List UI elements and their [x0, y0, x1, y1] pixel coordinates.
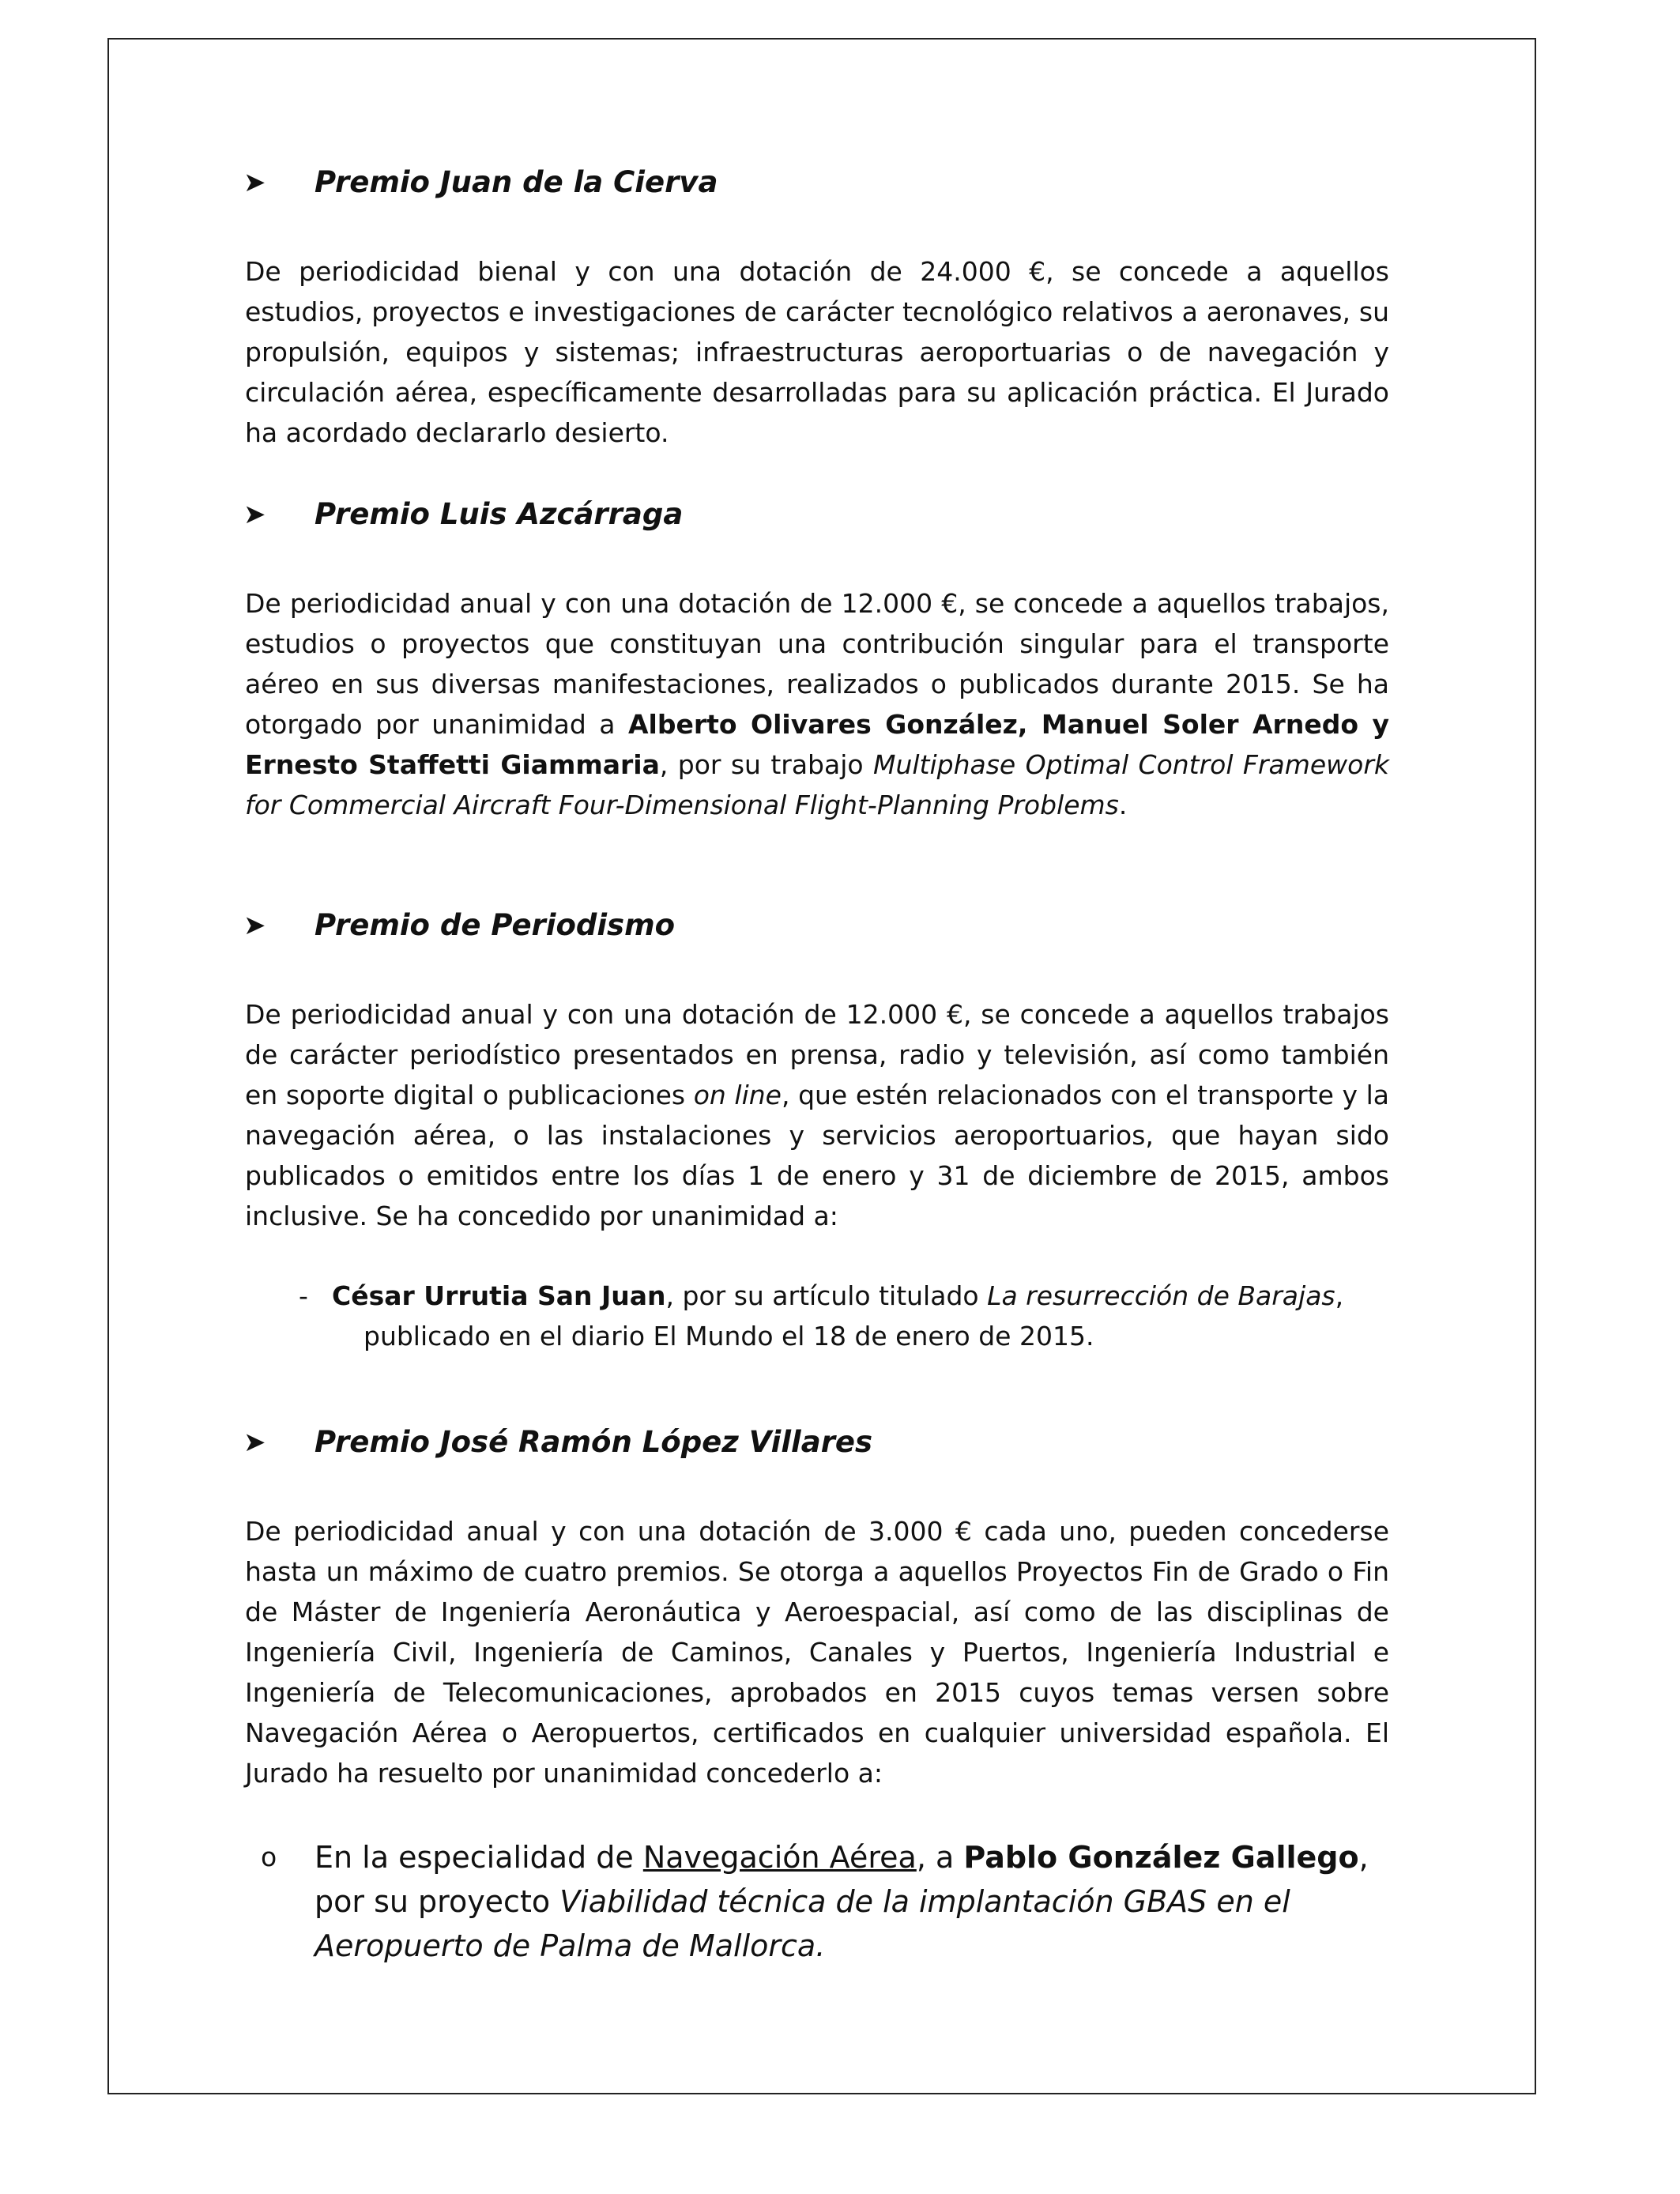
arrowhead-bullet-icon: ➤	[243, 167, 266, 198]
list-item-periodismo-winner: - César Urrutia San Juan, por su artículo titulado La resurrección de Barajas, publicado en el diario El Mundo el 18 de enero de 2015.	[308, 1276, 1389, 1356]
winner-name: Pablo González Gallego	[963, 1840, 1359, 1875]
section-paragraph-luis-azcarraga: De periodicidad anual y con una dotación de 12.000 €, se concede a aquellos trabajos, estudios o proyectos que constituyan una contribución singular para el transporte aéreo en sus diversas manifestaciones, realizados o publicados durante 2015. Se ha otorgado por unanimidad a Alberto Olivares González, Manuel Soler Arnedo y Ernesto Staffetti Giammaria, por su trabajo Multiphase Optimal Control Framework for Commercial Aircraft Four-Dimensional Flight-Planning Problems.	[245, 588, 1389, 820]
arrowhead-bullet-icon: ➤	[243, 910, 266, 941]
section-paragraph-lopez-villares: De periodicidad anual y con una dotación de 3.000 € cada uno, pueden concederse hasta un máximo de cuatro premios. Se otorga a aquellos Proyectos Fin de Grado o Fin de Máster de Ingeniería Aeronáutica y Aeroespacial, así como de las disciplinas de Ingeniería Civil, Ingeniería de Caminos, Canales y Puertos, Ingeniería Industrial e Ingeniería de Telecomunicaciones, aprobados en 2015 cuyos temas versen sobre Navegación Aérea o Aeropuertos, certificados en cualquier universidad española. El Jurado ha resuelto por unanimidad concederlo a:	[245, 1516, 1389, 1789]
winners-names: Alberto Olivares González, Manuel Soler Arnedo y Ernesto Staffetti Giammaria	[245, 709, 1389, 780]
section-paragraph-periodismo: De periodicidad anual y con una dotación de 12.000 €, se concede a aquellos trabajos de carácter periodístico presentados en prensa, radio y televisión, así como también en soporte digital o publicaciones on line, que estén relacionados con el transporte y la navegación aérea, o las instalaciones y servicios aeroportuarios, que hayan sido publicados o emitidos entre los días 1 de enero y 31 de diciembre de 2015, ambos inclusive. Se ha concedido por unanimidad a:	[245, 999, 1390, 1231]
work-title: Multiphase Optimal Control Framework for Commercial Aircraft Four-Dimensional Flight-Planning Problems	[245, 749, 1389, 820]
section-paragraph-juan-de-la-cierva: De periodicidad bienal y con una dotación de 24.000 €, se concede a aquellos estudios, proyectos e investigaciones de carácter tecnológico relativos a aeronaves, su propulsión, equipos y sistemas; infraestructuras aeroportuarias o de navegación y circulación aérea, específicamente desarrolladas para su aplicación práctica. El Jurado ha acordado declararlo desierto.	[245, 256, 1389, 448]
arrowhead-bullet-icon: ➤	[243, 499, 266, 530]
circle-bullet: o	[261, 1842, 277, 1872]
arrowhead-bullet-icon: ➤	[243, 1427, 266, 1458]
article-title: La resurrección de Barajas	[987, 1280, 1335, 1311]
specialty-name: Navegación Aérea	[642, 1840, 917, 1875]
dash-bullet: -	[299, 1280, 308, 1311]
project-title: Viabilidad técnica de la implantación GBAS en el Aeropuerto de Palma de Mallorca.	[315, 1884, 1290, 1963]
list-item-lopez-villares-winner: o En la especialidad de Navegación Aérea, a Pablo González Gallego, por su proyecto Viabilidad técnica de la implantación GBAS en el Aeropuerto de Palma de Mallorca.	[245, 1835, 1389, 1968]
winner-name: César Urrutia San Juan	[332, 1280, 666, 1311]
